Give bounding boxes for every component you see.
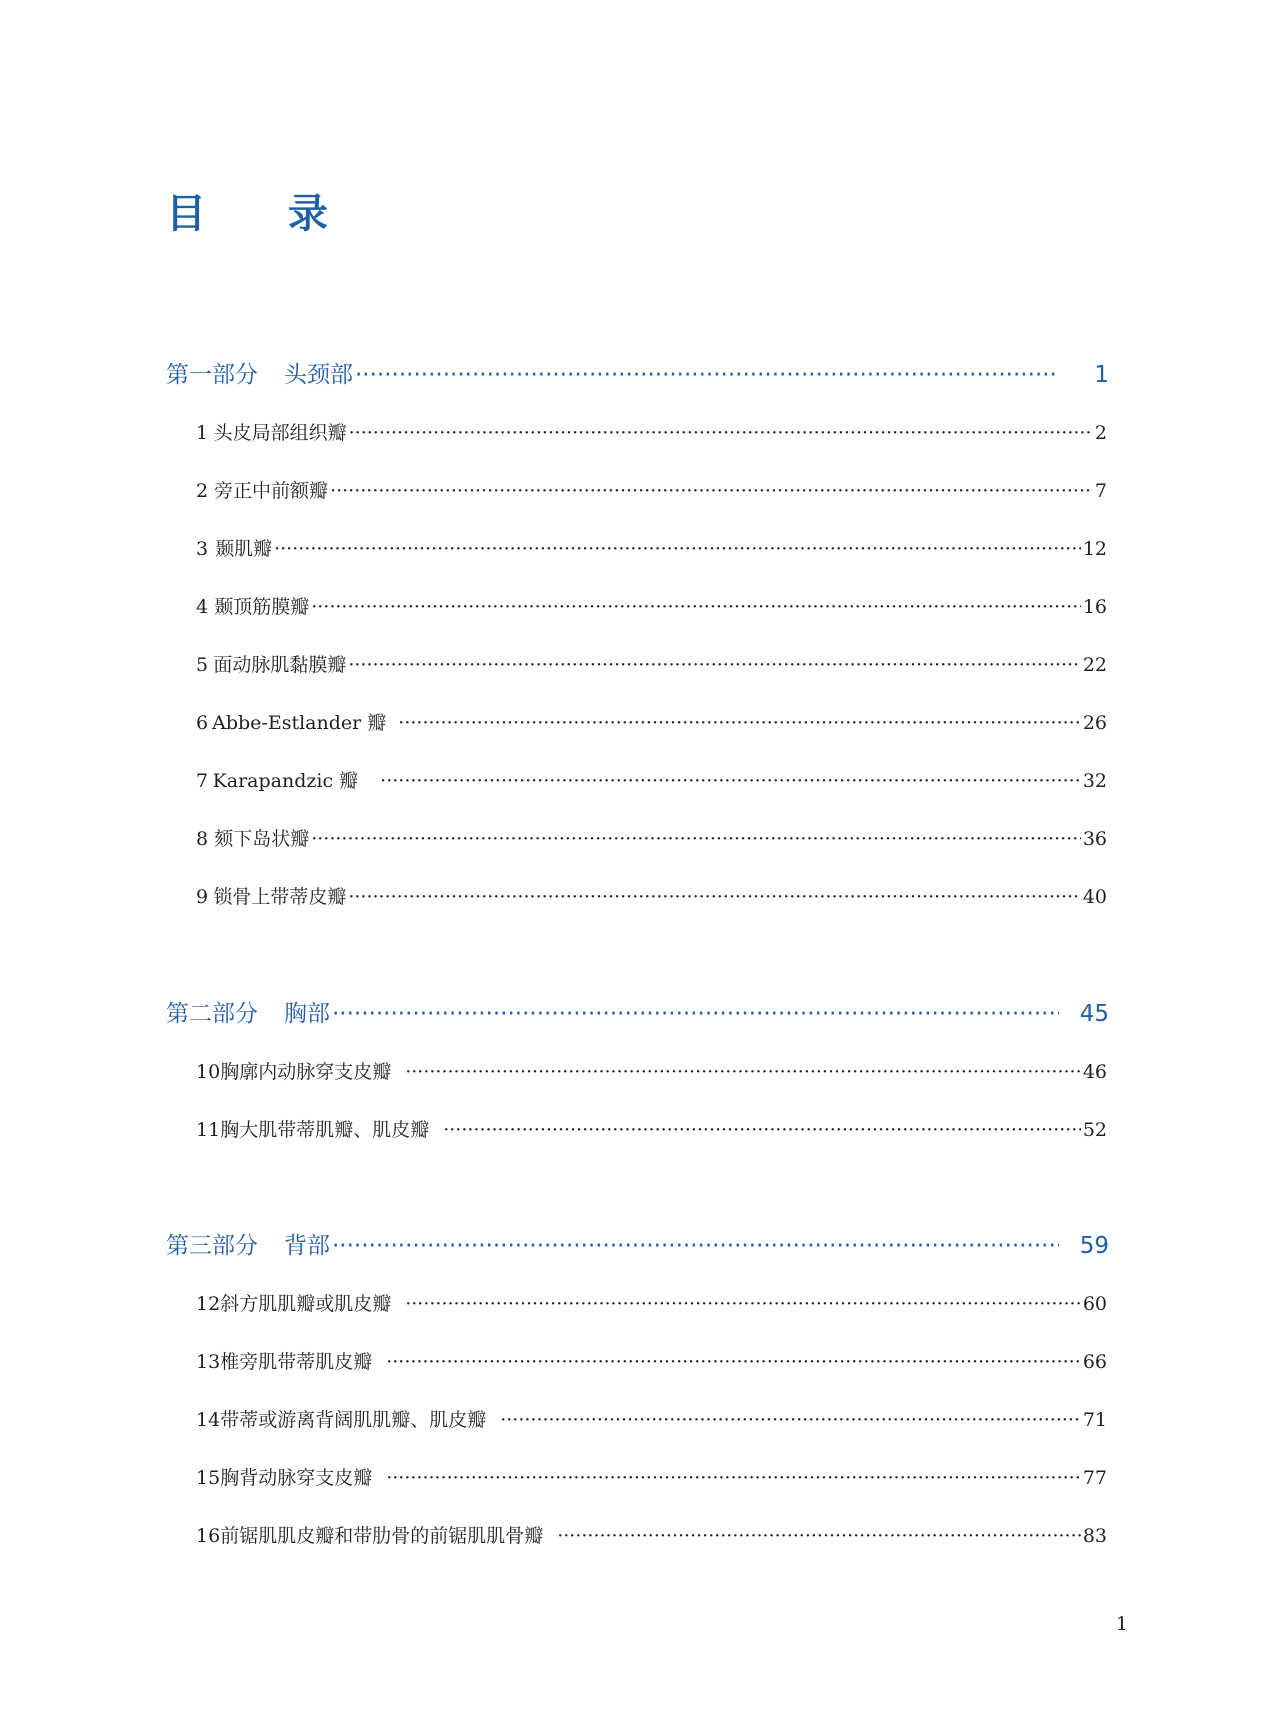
dot-leader xyxy=(380,766,1081,796)
page-number: 16 xyxy=(1082,596,1107,618)
toc-chapter-14[interactable] xyxy=(196,1405,1107,1435)
toc-chapter-11[interactable] xyxy=(196,1115,1107,1145)
chapter-title: 锁骨上带蒂皮瓣 xyxy=(213,886,347,908)
page-number: 77 xyxy=(1082,1467,1107,1489)
chapter-title: 颞肌瓣 xyxy=(215,538,273,560)
toc-chapter-1[interactable] xyxy=(196,418,1107,448)
chapter-number: 16 xyxy=(196,1525,221,1547)
page-number: 2 xyxy=(1094,422,1107,444)
part-title: 头颈部 xyxy=(284,362,353,388)
page-number: 46 xyxy=(1082,1061,1107,1083)
page-folio: 1 xyxy=(1115,1613,1128,1635)
chapter-title: 旁正中前额瓣 xyxy=(214,480,329,502)
toc-chapter-2[interactable] xyxy=(196,476,1107,506)
page-number: 12 xyxy=(1082,538,1107,560)
chapter-title: 面动脉肌黏膜瓣 xyxy=(213,654,347,676)
part-title: 胸部 xyxy=(284,1001,330,1027)
chapter-number: 1 xyxy=(196,422,209,444)
page-number: 26 xyxy=(1082,712,1107,734)
dot-leader xyxy=(386,1347,1081,1377)
dot-leader xyxy=(405,1057,1081,1087)
chapter-number: 9 xyxy=(196,886,209,908)
page-number: 7 xyxy=(1094,480,1107,502)
part-title: 背部 xyxy=(284,1233,330,1259)
chapter-number: 10 xyxy=(196,1061,221,1083)
dot-leader xyxy=(348,650,1080,680)
toc-chapter-4[interactable] xyxy=(196,592,1107,622)
toc-chapter-3[interactable] xyxy=(196,534,1107,564)
chapter-title: Abbe-Estlander 瓣 xyxy=(212,712,387,734)
toc-chapter-7[interactable] xyxy=(196,766,1107,796)
toc-chapter-16[interactable] xyxy=(196,1521,1107,1551)
toc-chapter-6[interactable] xyxy=(196,708,1107,738)
chapter-title: 胸大肌带蒂肌瓣、肌皮瓣 xyxy=(220,1119,430,1141)
part-label: 第二部分 xyxy=(166,1001,258,1027)
dot-leader xyxy=(405,1289,1081,1319)
dot-leader xyxy=(500,1405,1081,1435)
page-number: 36 xyxy=(1082,828,1107,850)
toc-chapter-13[interactable] xyxy=(196,1347,1107,1377)
dot-leader xyxy=(274,534,1081,564)
toc-part-1[interactable] xyxy=(166,358,1109,392)
chapter-number: 7 xyxy=(196,770,209,792)
chapter-title: 前锯肌肌皮瓣和带肋骨的前锯肌肌骨瓣 xyxy=(220,1525,544,1547)
chapter-number: 14 xyxy=(196,1409,221,1431)
page-title: 目 录 xyxy=(166,190,362,237)
toc-chapter-8[interactable] xyxy=(196,824,1107,854)
chapter-title: Karapandzic 瓣 xyxy=(212,770,359,792)
chapter-number: 11 xyxy=(196,1119,221,1141)
dot-leader xyxy=(443,1115,1081,1145)
page-number: 83 xyxy=(1082,1525,1107,1547)
chapter-title: 颏下岛状瓣 xyxy=(214,828,310,850)
chapter-title: 颞顶筋膜瓣 xyxy=(214,596,310,618)
dot-leader xyxy=(557,1521,1081,1551)
page-number: 45 xyxy=(1079,1001,1109,1027)
chapter-title: 斜方肌肌瓣或肌皮瓣 xyxy=(220,1293,392,1315)
dot-leader xyxy=(311,592,1081,622)
toc-chapter-5[interactable] xyxy=(196,650,1107,680)
toc-part-3[interactable] xyxy=(166,1229,1109,1263)
chapter-number: 12 xyxy=(196,1293,221,1315)
page-number: 60 xyxy=(1082,1293,1107,1315)
page-number: 32 xyxy=(1082,770,1107,792)
toc-part-2[interactable] xyxy=(166,997,1109,1031)
page-number: 1 xyxy=(1094,362,1109,388)
part-label: 第三部分 xyxy=(166,1233,258,1259)
page-number: 22 xyxy=(1082,654,1107,676)
dot-leader xyxy=(386,1463,1081,1493)
chapter-number: 4 xyxy=(196,596,209,618)
chapter-title: 胸背动脉穿支皮瓣 xyxy=(220,1467,373,1489)
dot-leader xyxy=(398,708,1081,738)
page-number: 71 xyxy=(1082,1409,1107,1431)
toc-chapter-10[interactable] xyxy=(196,1057,1107,1087)
dot-leader xyxy=(355,358,1059,392)
dot-leader xyxy=(348,882,1080,912)
dot-leader xyxy=(311,824,1081,854)
dot-leader xyxy=(330,476,1093,506)
page-number: 66 xyxy=(1082,1351,1107,1373)
page-number: 59 xyxy=(1079,1233,1109,1259)
chapter-number: 3 xyxy=(196,538,209,560)
chapter-title: 带蒂或游离背阔肌肌瓣、肌皮瓣 xyxy=(220,1409,487,1431)
part-label: 第一部分 xyxy=(166,362,258,388)
toc-chapter-12[interactable] xyxy=(196,1289,1107,1319)
toc-chapter-9[interactable] xyxy=(196,882,1107,912)
page-number: 52 xyxy=(1082,1119,1107,1141)
dot-leader xyxy=(332,1229,1059,1263)
chapter-number: 8 xyxy=(196,828,209,850)
toc-chapter-15[interactable] xyxy=(196,1463,1107,1493)
chapter-number: 2 xyxy=(196,480,209,502)
chapter-number: 15 xyxy=(196,1467,221,1489)
chapter-number: 5 xyxy=(196,654,209,676)
chapter-title: 头皮局部组织瓣 xyxy=(213,422,347,444)
chapter-title: 椎旁肌带蒂肌皮瓣 xyxy=(220,1351,373,1373)
dot-leader xyxy=(349,418,1093,448)
chapter-title: 胸廓内动脉穿支皮瓣 xyxy=(220,1061,392,1083)
page-number: 40 xyxy=(1082,886,1107,908)
chapter-number: 13 xyxy=(196,1351,221,1373)
chapter-number: 6 xyxy=(196,712,209,734)
dot-leader xyxy=(332,997,1059,1031)
